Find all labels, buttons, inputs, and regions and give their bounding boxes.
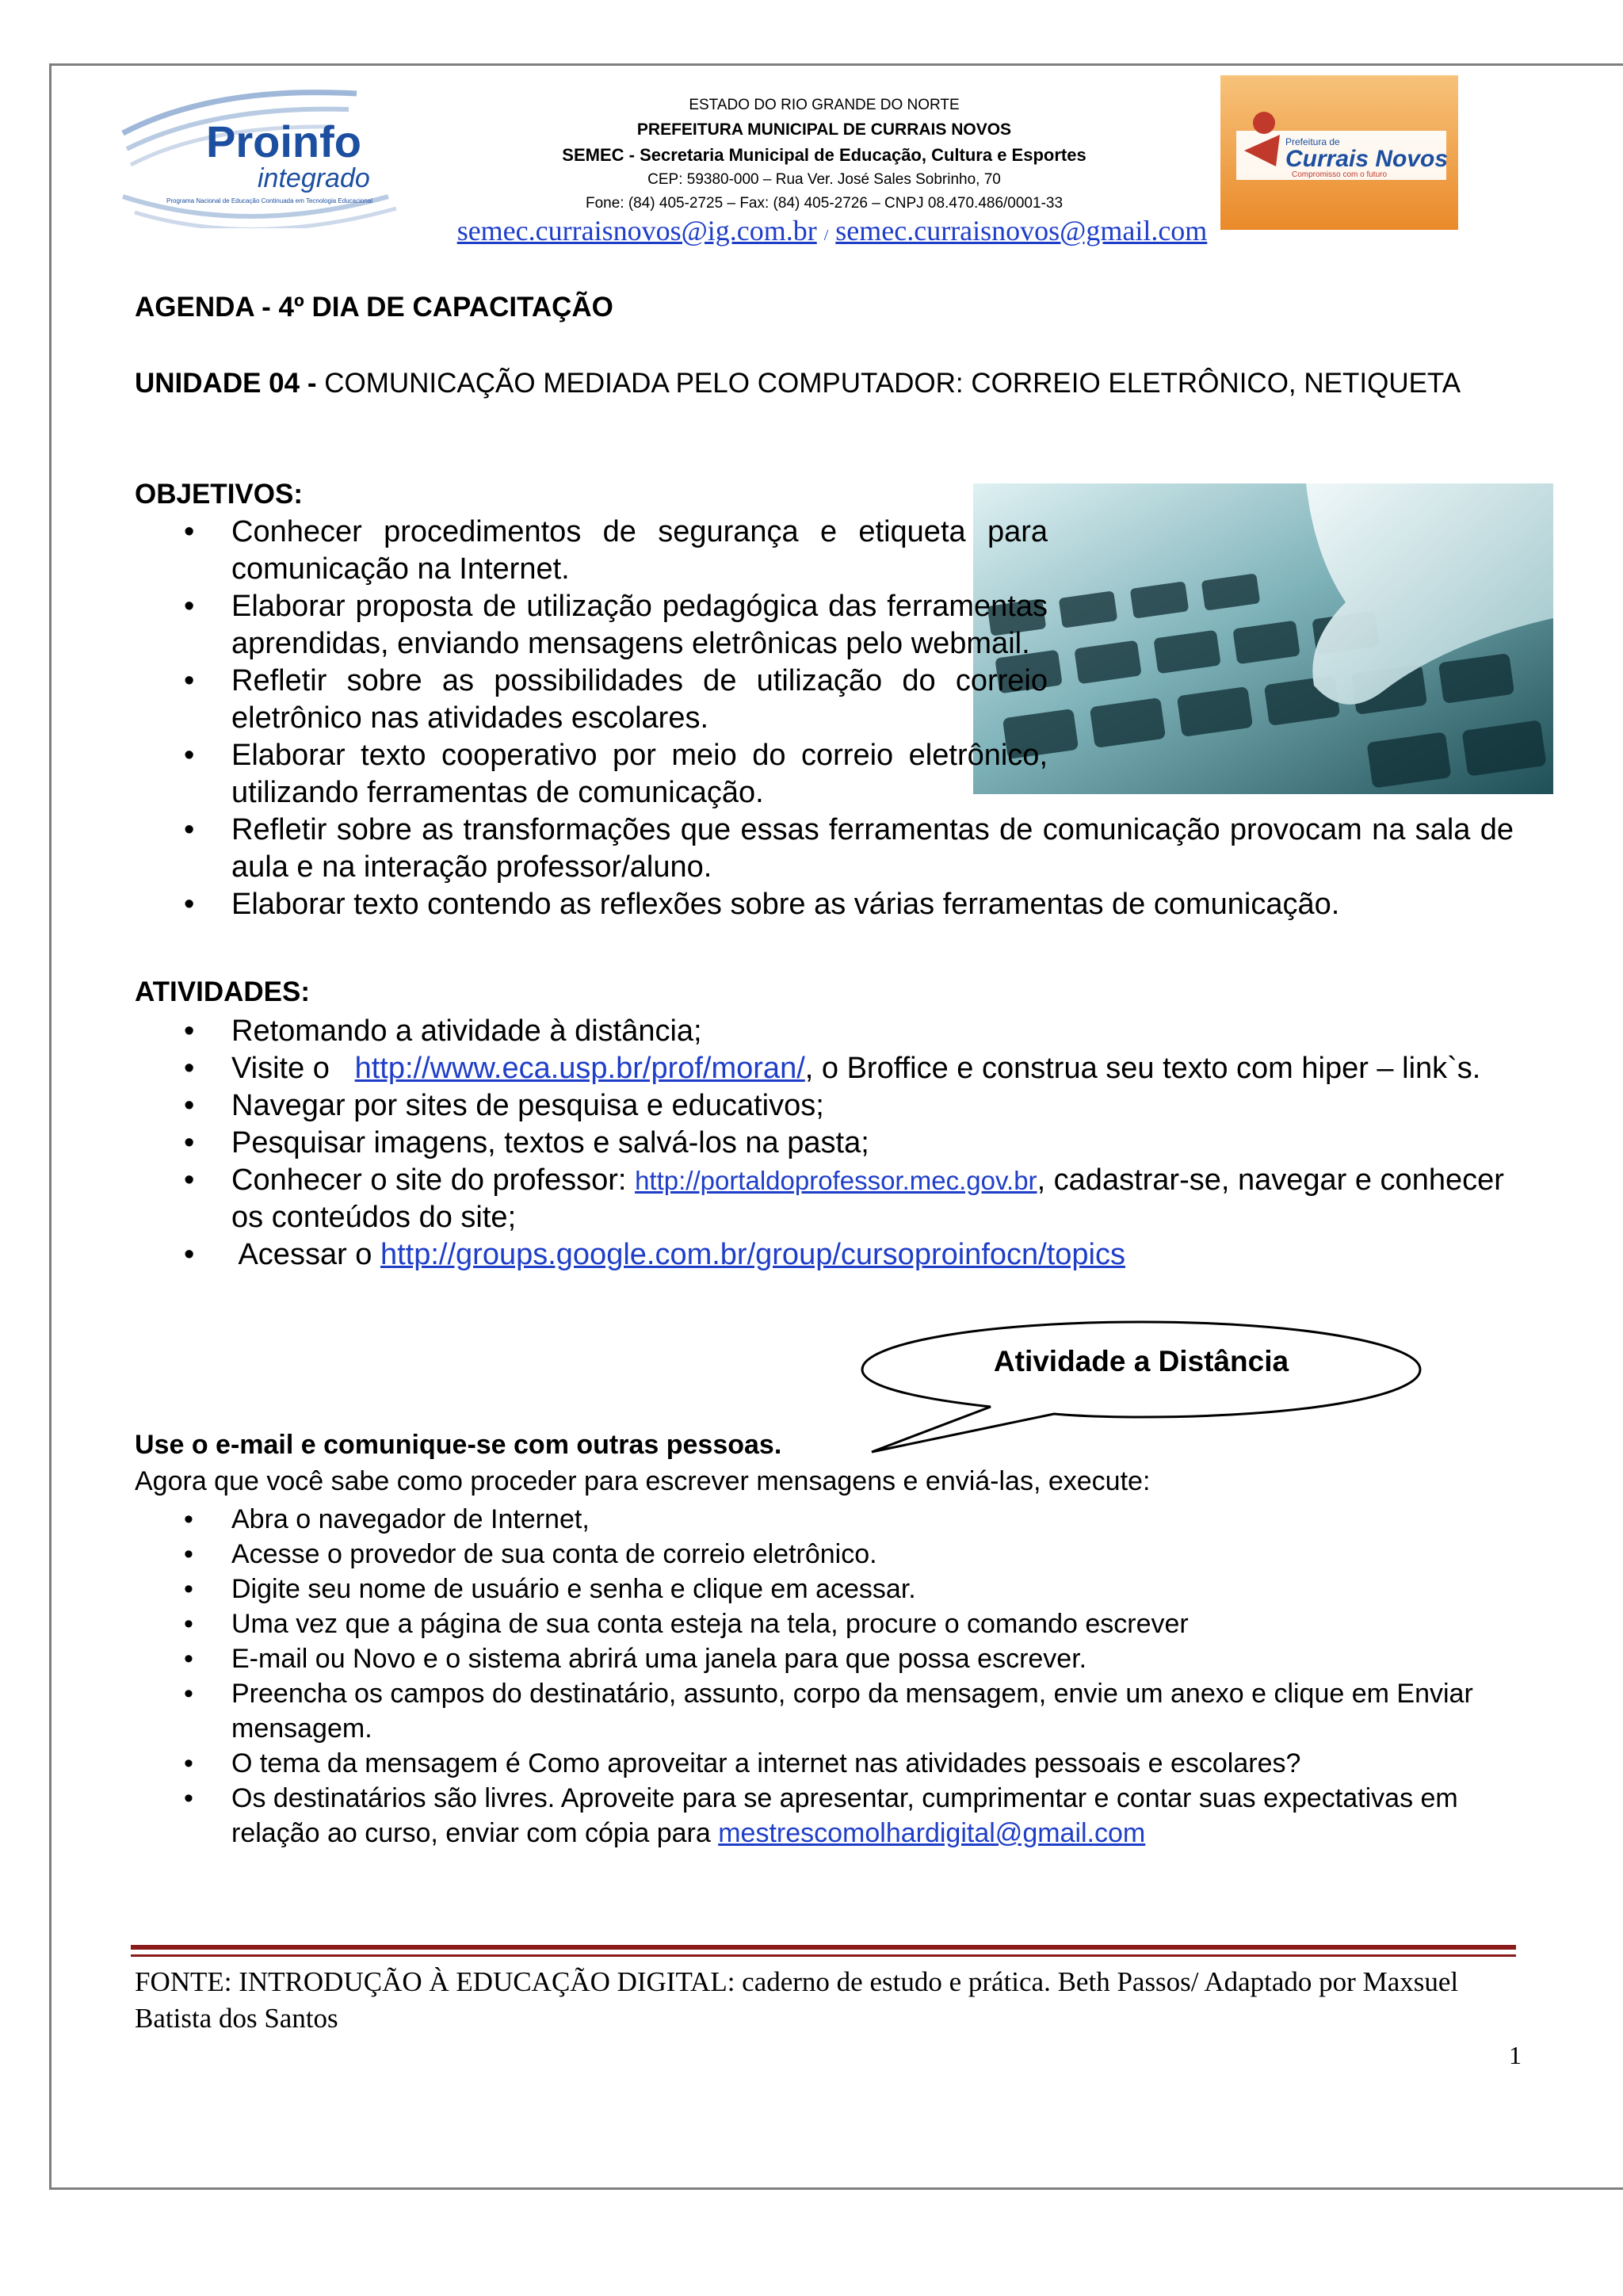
- atividades-heading: ATIVIDADES:: [135, 976, 311, 1007]
- email-step-item: • Uma vez que a página de sua conta esteja na tela, procure o comando escrever: [135, 1606, 1514, 1641]
- email-link-gmail[interactable]: semec.curraisnovos@gmail.com: [835, 215, 1208, 246]
- email-step-item: • Abra o navegador de Internet,: [135, 1502, 1514, 1537]
- footer-rule-thick: [131, 1945, 1516, 1950]
- email-step-item: • E-mail ou Novo e o sistema abrirá uma janela para que possa escrever.: [135, 1641, 1514, 1676]
- header-line-state: ESTADO DO RIO GRANDE DO NORTE: [689, 97, 960, 113]
- atividade-text: Conhecer o site do professor:: [231, 1163, 636, 1197]
- proinfo-logo: [119, 78, 412, 228]
- atividade-item: [135, 1050, 1514, 1087]
- cn-logo-tagline: Compromisso com o futuro: [1292, 170, 1388, 179]
- moran-link[interactable]: http://www.eca.usp.br/prof/moran/: [354, 1052, 805, 1085]
- objetivo-item: • Elaborar texto cooperativo por meio do correio eletrônico, utilizando ferramentas de comunicação.: [135, 737, 1048, 812]
- atividade-text: Acessar o: [231, 1238, 380, 1271]
- email-step-item: [135, 1781, 1514, 1851]
- atividade-text: Visite o: [231, 1052, 355, 1085]
- atividade-text: , o Broffice e construa seu texto com hiper – link`s.: [804, 1052, 1481, 1085]
- email-step-item: • Digite seu nome de usuário e senha e clique em acessar.: [135, 1572, 1514, 1606]
- email-section-title: Use o e-mail e comunique-se com outras pessoas.: [135, 1430, 782, 1460]
- header-line-semec: SEMEC - Secretaria Municipal de Educação, Cultura e Esportes: [562, 145, 1086, 165]
- bubble-label: Atividade a Distância: [993, 1345, 1289, 1377]
- email-separator: /: [823, 227, 829, 244]
- proinfo-logo-tagline: Programa Nacional de Educação Continuada em Tecnologia Educacional: [166, 197, 373, 204]
- atividades-list: [135, 1013, 1514, 1274]
- page-number: 1: [1509, 2041, 1522, 2069]
- mestres-email-link[interactable]: mestrescomolhardigital@gmail.com: [718, 1818, 1146, 1848]
- atividade-item: [135, 1162, 1514, 1236]
- email-steps-list: [135, 1502, 1514, 1851]
- email-section-intro: Agora que você sabe como proceder para escrever mensagens e enviá-las, execute:: [135, 1466, 1151, 1496]
- footer-source: FONTE: INTRODUÇÃO À EDUCAÇÃO DIGITAL: caderno de estudo e prática. Beth Passos/ Adaptado por Maxsuel Batista dos Santos: [135, 1966, 1459, 2034]
- objetivo-item: • Elaborar proposta de utilização pedagógica das ferramentas aprendidas, enviando mensagens eletrônicas pelo webmail.: [135, 588, 1048, 663]
- unidade-label: UNIDADE 04 -: [135, 368, 317, 399]
- portal-professor-link[interactable]: http://portaldoprofessor.mec.gov.br: [635, 1166, 1037, 1195]
- header-line-prefeitura: PREFEITURA MUNICIPAL DE CURRAIS NOVOS: [636, 120, 1012, 139]
- unidade-title: [135, 365, 1514, 403]
- agenda-title: AGENDA - 4º DIA DE CAPACITAÇÃO: [135, 292, 613, 323]
- atividade-item: • Retomando a atividade à distância;: [135, 1013, 1514, 1050]
- header-line-address: CEP: 59380-000 – Rua Ver. José Sales Sobrinho, 70: [647, 171, 1001, 188]
- header-line-phone: Fone: (84) 405-2725 – Fax: (84) 405-2726 – CNPJ 08.470.486/0001-33: [585, 195, 1064, 212]
- footer-rule-thin: [131, 1954, 1516, 1957]
- atividade-item: • Pesquisar imagens, textos e salvá-los na pasta;: [135, 1125, 1514, 1162]
- cn-logo-name: Currais Novos: [1285, 146, 1449, 172]
- proinfo-logo-subtitle: integrado: [258, 163, 370, 193]
- header-emails: [396, 214, 1268, 247]
- objetivo-item: • Elaborar texto contendo as reflexões sobre as várias ferramentas de comunicação.: [135, 886, 1514, 923]
- header-text: [444, 94, 1205, 216]
- currais-novos-logo: [1220, 75, 1458, 230]
- atividade-item: [135, 1236, 1514, 1274]
- email-step-item: • Preencha os campos do destinatário, assunto, corpo da mensagem, envie um anexo e clique em Enviar mensagem.: [135, 1676, 1514, 1746]
- cn-logo-top: Prefeitura de: [1285, 136, 1340, 147]
- email-link-ig[interactable]: semec.curraisnovos@ig.com.br: [456, 215, 817, 246]
- email-step-text: Os destinatários são livres. Aproveite para se apresentar, cumprimentar e contar suas expectativas em relação ao curso, enviar com cópia para: [231, 1783, 1458, 1848]
- google-groups-link[interactable]: http://groups.google.com.br/group/cursoproinfocn/topics: [380, 1238, 1125, 1271]
- speech-bubble: [856, 1316, 1426, 1458]
- atividade-item: • Navegar por sites de pesquisa e educativos;: [135, 1087, 1514, 1125]
- unidade-text: COMUNICAÇÃO MEDIADA PELO COMPUTADOR: CORREIO ELETRÔNICO, NETIQUETA: [316, 368, 1461, 399]
- objetivo-item: • Conhecer procedimentos de segurança e etiqueta para comunicação na Internet.: [135, 514, 1048, 588]
- objetivo-item: • Refletir sobre as possibilidades de utilização do correio eletrônico nas atividades escolares.: [135, 663, 1048, 737]
- objetivos-list: [135, 514, 1514, 923]
- objetivo-item: • Refletir sobre as transformações que essas ferramentas de comunicação provocam na sala de aula e na interação professor/aluno.: [135, 812, 1514, 886]
- atividade-text: , cadastrar-se, navegar e conhecer os conteúdos do site;: [231, 1163, 1504, 1234]
- proinfo-logo-title: Proinfo: [206, 117, 361, 166]
- email-step-item: • O tema da mensagem é Como aproveitar a internet nas atividades pessoais e escolares?: [135, 1746, 1514, 1781]
- objetivos-heading: OBJETIVOS:: [135, 479, 303, 510]
- email-step-item: • Acesse o provedor de sua conta de correio eletrônico.: [135, 1537, 1514, 1572]
